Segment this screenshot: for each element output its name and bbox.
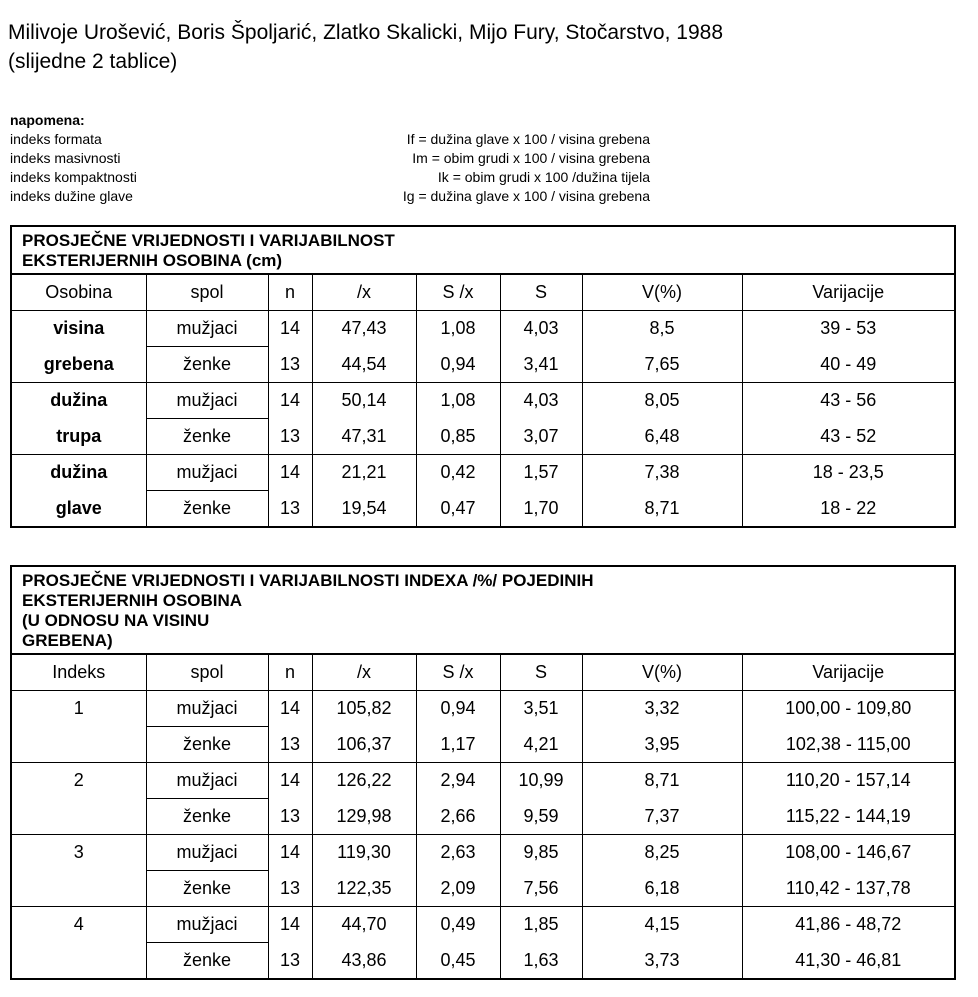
note-row <box>10 130 650 149</box>
sex-cell: ženke <box>146 419 268 455</box>
feature-cell: visina <box>12 311 146 347</box>
note-label: indeks masivnosti <box>10 150 121 166</box>
sex-cell: ženke <box>146 727 268 763</box>
range-cell: 108,00 - 146,67 <box>742 835 954 871</box>
sd-cell: 1,85 <box>500 907 582 943</box>
n-cell: 13 <box>268 727 312 763</box>
n-cell: 14 <box>268 691 312 727</box>
se-cell: 2,09 <box>416 871 500 907</box>
range-cell: 41,30 - 46,81 <box>742 943 954 979</box>
table-row <box>12 907 954 943</box>
cv-cell: 3,95 <box>582 727 742 763</box>
mean-cell: 21,21 <box>312 455 416 491</box>
table-row <box>12 383 954 419</box>
index-cell: 3 <box>12 835 146 871</box>
mean-cell: 47,31 <box>312 419 416 455</box>
se-cell: 2,63 <box>416 835 500 871</box>
cv-cell: 7,65 <box>582 347 742 383</box>
index-cell: 4 <box>12 907 146 943</box>
table-row <box>12 763 954 799</box>
n-cell: 14 <box>268 835 312 871</box>
se-cell: 0,47 <box>416 491 500 527</box>
table2-box <box>10 565 956 980</box>
table2-caption-line: GREBENA) <box>22 631 113 650</box>
se-cell: 2,94 <box>416 763 500 799</box>
n-cell: 14 <box>268 455 312 491</box>
table-row <box>12 691 954 727</box>
sex-cell: mužjaci <box>146 311 268 347</box>
se-cell: 0,45 <box>416 943 500 979</box>
se-cell: 0,49 <box>416 907 500 943</box>
sd-cell: 3,41 <box>500 347 582 383</box>
index-cell <box>12 871 146 907</box>
index-cell <box>12 799 146 835</box>
table1-caption <box>12 227 954 275</box>
table2-caption-line: (U ODNOSU NA VISINU <box>22 611 210 630</box>
cv-cell: 7,37 <box>582 799 742 835</box>
table1-caption-line: EKSTERIJERNIH OSOBINA (cm) <box>22 251 283 270</box>
table2-caption-line: PROSJEČNE VRIJEDNOSTI I VARIJABILNOSTI INDEXA /%/ POJEDINIH <box>22 571 594 590</box>
notes-heading: napomena: <box>10 112 85 128</box>
mean-cell: 44,54 <box>312 347 416 383</box>
table2-caption <box>12 567 954 655</box>
n-cell: 13 <box>268 347 312 383</box>
title-line-1: Milivoje Urošević, Boris Špoljarić, Zlatko Skalicki, Mijo Fury, Stočarstvo, 1988 <box>8 21 723 44</box>
column-header: V(%) <box>582 275 742 311</box>
table-row <box>12 943 954 979</box>
document-title <box>8 18 723 76</box>
range-cell: 18 - 22 <box>742 491 954 527</box>
column-header: S <box>500 655 582 691</box>
sd-cell: 3,07 <box>500 419 582 455</box>
note-label: indeks dužine glave <box>10 188 133 204</box>
column-header: spol <box>146 275 268 311</box>
range-cell: 100,00 - 109,80 <box>742 691 954 727</box>
mean-cell: 47,43 <box>312 311 416 347</box>
sex-cell: mužjaci <box>146 907 268 943</box>
column-header: Varijacije <box>742 275 954 311</box>
column-header: Varijacije <box>742 655 954 691</box>
sd-cell: 4,21 <box>500 727 582 763</box>
sex-cell: ženke <box>146 347 268 383</box>
cv-cell: 4,15 <box>582 907 742 943</box>
table-row <box>12 491 954 527</box>
index-cell <box>12 943 146 979</box>
n-cell: 13 <box>268 491 312 527</box>
table2-header-row <box>12 655 954 691</box>
cv-cell: 7,38 <box>582 455 742 491</box>
table1-header-row <box>12 275 954 311</box>
se-cell: 0,42 <box>416 455 500 491</box>
sex-cell: mužjaci <box>146 691 268 727</box>
mean-cell: 43,86 <box>312 943 416 979</box>
column-header: S /x <box>416 275 500 311</box>
cv-cell: 8,5 <box>582 311 742 347</box>
table2 <box>12 655 954 978</box>
sex-cell: ženke <box>146 491 268 527</box>
n-cell: 13 <box>268 799 312 835</box>
n-cell: 14 <box>268 383 312 419</box>
column-header: n <box>268 655 312 691</box>
se-cell: 0,94 <box>416 347 500 383</box>
sex-cell: ženke <box>146 871 268 907</box>
column-header: S /x <box>416 655 500 691</box>
table-row <box>12 799 954 835</box>
mean-cell: 129,98 <box>312 799 416 835</box>
cv-cell: 8,25 <box>582 835 742 871</box>
mean-cell: 19,54 <box>312 491 416 527</box>
sex-cell: ženke <box>146 799 268 835</box>
sd-cell: 1,70 <box>500 491 582 527</box>
range-cell: 40 - 49 <box>742 347 954 383</box>
column-header: S <box>500 275 582 311</box>
cv-cell: 8,05 <box>582 383 742 419</box>
se-cell: 2,66 <box>416 799 500 835</box>
se-cell: 0,85 <box>416 419 500 455</box>
note-formula: If = dužina glave x 100 / visina grebena <box>406 131 650 147</box>
note-row <box>10 149 650 168</box>
n-cell: 13 <box>268 943 312 979</box>
sex-cell: mužjaci <box>146 835 268 871</box>
table-row <box>12 419 954 455</box>
table-row <box>12 455 954 491</box>
sd-cell: 7,56 <box>500 871 582 907</box>
mean-cell: 126,22 <box>312 763 416 799</box>
column-header: Osobina <box>12 275 146 311</box>
sd-cell: 10,99 <box>500 763 582 799</box>
cv-cell: 3,73 <box>582 943 742 979</box>
note-formula: Im = obim grudi x 100 / visina grebena <box>412 150 650 166</box>
n-cell: 14 <box>268 763 312 799</box>
mean-cell: 119,30 <box>312 835 416 871</box>
note-label: indeks kompaktnosti <box>10 169 137 185</box>
se-cell: 1,08 <box>416 311 500 347</box>
table1-caption-line: PROSJEČNE VRIJEDNOSTI I VARIJABILNOST <box>22 231 395 250</box>
notes-section <box>10 111 650 206</box>
index-cell: 2 <box>12 763 146 799</box>
cv-cell: 3,32 <box>582 691 742 727</box>
table1 <box>12 275 954 526</box>
n-cell: 13 <box>268 871 312 907</box>
se-cell: 1,17 <box>416 727 500 763</box>
sd-cell: 9,59 <box>500 799 582 835</box>
range-cell: 43 - 52 <box>742 419 954 455</box>
feature-cell: grebena <box>12 347 146 383</box>
table-row <box>12 347 954 383</box>
n-cell: 13 <box>268 419 312 455</box>
note-row <box>10 168 650 187</box>
table-row <box>12 835 954 871</box>
mean-cell: 122,35 <box>312 871 416 907</box>
range-cell: 115,22 - 144,19 <box>742 799 954 835</box>
cv-cell: 8,71 <box>582 763 742 799</box>
range-cell: 110,42 - 137,78 <box>742 871 954 907</box>
se-cell: 1,08 <box>416 383 500 419</box>
note-formula: Ig = dužina glave x 100 / visina grebena <box>402 188 650 204</box>
table-row <box>12 727 954 763</box>
column-header: /x <box>312 275 416 311</box>
mean-cell: 44,70 <box>312 907 416 943</box>
table2-caption-line: EKSTERIJERNIH OSOBINA <box>22 591 243 610</box>
sex-cell: mužjaci <box>146 455 268 491</box>
range-cell: 43 - 56 <box>742 383 954 419</box>
sd-cell: 1,57 <box>500 455 582 491</box>
range-cell: 102,38 - 115,00 <box>742 727 954 763</box>
cv-cell: 6,48 <box>582 419 742 455</box>
range-cell: 18 - 23,5 <box>742 455 954 491</box>
range-cell: 41,86 - 48,72 <box>742 907 954 943</box>
feature-cell: dužina <box>12 455 146 491</box>
cv-cell: 8,71 <box>582 491 742 527</box>
table-row <box>12 311 954 347</box>
n-cell: 14 <box>268 907 312 943</box>
index-cell <box>12 727 146 763</box>
feature-cell: dužina <box>12 383 146 419</box>
column-header: V(%) <box>582 655 742 691</box>
note-label: indeks formata <box>10 131 102 147</box>
mean-cell: 106,37 <box>312 727 416 763</box>
sd-cell: 1,63 <box>500 943 582 979</box>
sd-cell: 3,51 <box>500 691 582 727</box>
sd-cell: 4,03 <box>500 311 582 347</box>
note-row <box>10 187 650 206</box>
table-row <box>12 871 954 907</box>
column-header: n <box>268 275 312 311</box>
range-cell: 110,20 - 157,14 <box>742 763 954 799</box>
column-header: Indeks <box>12 655 146 691</box>
feature-cell: trupa <box>12 419 146 455</box>
cv-cell: 6,18 <box>582 871 742 907</box>
sd-cell: 4,03 <box>500 383 582 419</box>
n-cell: 14 <box>268 311 312 347</box>
column-header: spol <box>146 655 268 691</box>
range-cell: 39 - 53 <box>742 311 954 347</box>
mean-cell: 50,14 <box>312 383 416 419</box>
se-cell: 0,94 <box>416 691 500 727</box>
feature-cell: glave <box>12 491 146 527</box>
sex-cell: mužjaci <box>146 763 268 799</box>
sex-cell: mužjaci <box>146 383 268 419</box>
title-line-2: (slijedne 2 tablice) <box>8 50 178 73</box>
mean-cell: 105,82 <box>312 691 416 727</box>
table1-box <box>10 225 956 528</box>
index-cell: 1 <box>12 691 146 727</box>
note-formula: Ik = obim grudi x 100 /dužina tijela <box>437 169 650 185</box>
sex-cell: ženke <box>146 943 268 979</box>
sd-cell: 9,85 <box>500 835 582 871</box>
column-header: /x <box>312 655 416 691</box>
